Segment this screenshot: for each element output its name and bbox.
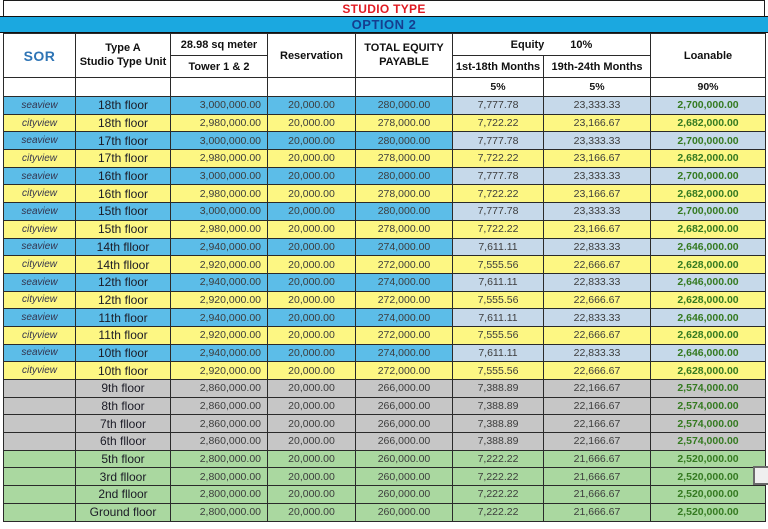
total-equity-cell[interactable]: 274,000.00	[356, 273, 453, 291]
col-header-months-1-18[interactable]: 1st-18th Months	[453, 56, 544, 78]
equity-19-24-cell[interactable]: 22,833.33	[544, 238, 651, 256]
table-row	[4, 468, 766, 486]
price-cell[interactable]: 2,860,000.00	[171, 415, 268, 433]
loanable-cell[interactable]: 2,700,000.00	[651, 203, 766, 221]
floor-cell[interactable]: 10th floor	[76, 362, 171, 380]
reservation-cell[interactable]: 20,000.00	[268, 150, 356, 168]
equity-1-18-cell[interactable]: 7,388.89	[453, 380, 544, 398]
price-cell[interactable]: 2,800,000.00	[171, 450, 268, 468]
equity-1-18-cell[interactable]: 7,611.11	[453, 273, 544, 291]
table-row	[4, 433, 766, 451]
loanable-cell[interactable]: 2,646,000.00	[651, 344, 766, 362]
price-cell[interactable]: 2,860,000.00	[171, 433, 268, 451]
equity-1-18-cell[interactable]: 7,222.22	[453, 450, 544, 468]
reservation-cell[interactable]: 20,000.00	[268, 397, 356, 415]
equity-19-24-cell[interactable]: 21,666.67	[544, 468, 651, 486]
total-equity-cell[interactable]: 266,000.00	[356, 397, 453, 415]
total-equity-cell[interactable]: 274,000.00	[356, 344, 453, 362]
table-row	[4, 326, 766, 344]
reservation-cell[interactable]: 20,000.00	[268, 97, 356, 115]
equity-1-18-cell[interactable]: 7,722.22	[453, 114, 544, 132]
sor-cell[interactable]: cityview	[4, 220, 76, 238]
price-cell[interactable]: 2,800,000.00	[171, 468, 268, 486]
equity-group-label: Equity	[510, 38, 545, 51]
price-cell[interactable]: 2,920,000.00	[171, 362, 268, 380]
equity-19-24-cell[interactable]: 22,666.67	[544, 256, 651, 274]
sor-cell[interactable]: seaview	[4, 203, 76, 221]
price-cell[interactable]: 2,920,000.00	[171, 326, 268, 344]
total-equity-cell[interactable]: 272,000.00	[356, 291, 453, 309]
equity-19-24-cell[interactable]: 23,166.67	[544, 150, 651, 168]
unit-type-line1: Type A	[105, 41, 141, 54]
loanable-cell[interactable]: 2,520,000.00	[651, 486, 766, 504]
loanable-cell[interactable]: 2,628,000.00	[651, 362, 766, 380]
floor-cell[interactable]: 7th flloor	[76, 415, 171, 433]
table-row	[4, 150, 766, 168]
total-equity-cell[interactable]: 278,000.00	[356, 114, 453, 132]
col-header-total-equity[interactable]	[356, 34, 453, 78]
sor-cell[interactable]	[4, 397, 76, 415]
price-cell[interactable]: 2,800,000.00	[171, 486, 268, 504]
percent-empty-reservation[interactable]	[268, 78, 356, 97]
sor-cell[interactable]	[4, 450, 76, 468]
total-equity-cell[interactable]: 280,000.00	[356, 203, 453, 221]
price-cell[interactable]: 2,920,000.00	[171, 256, 268, 274]
loanable-cell[interactable]: 2,520,000.00	[651, 450, 766, 468]
sor-cell[interactable]: seaview	[4, 273, 76, 291]
floor-cell[interactable]: 18th floor	[76, 97, 171, 115]
table-row	[4, 486, 766, 504]
loanable-cell[interactable]: 2,682,000.00	[651, 220, 766, 238]
floor-cell[interactable]: 18th floor	[76, 114, 171, 132]
floor-cell[interactable]: 11th floor	[76, 309, 171, 327]
equity-1-18-cell[interactable]: 7,722.22	[453, 185, 544, 203]
reservation-cell[interactable]: 20,000.00	[268, 185, 356, 203]
col-header-sor[interactable]: SOR	[4, 34, 76, 78]
table-row	[4, 238, 766, 256]
total-equity-cell[interactable]: 272,000.00	[356, 256, 453, 274]
equity-1-18-cell[interactable]: 7,777.78	[453, 97, 544, 115]
equity-19-24-cell[interactable]: 23,166.67	[544, 220, 651, 238]
table-row	[4, 380, 766, 398]
reservation-cell[interactable]: 20,000.00	[268, 380, 356, 398]
reservation-cell[interactable]: 20,000.00	[268, 238, 356, 256]
equity-1-18-cell[interactable]: 7,555.56	[453, 291, 544, 309]
col-header-sqm[interactable]: 28.98 sq meter	[171, 34, 268, 56]
total-equity-cell[interactable]: 278,000.00	[356, 150, 453, 168]
sor-cell[interactable]: cityview	[4, 362, 76, 380]
total-equity-cell[interactable]: 280,000.00	[356, 132, 453, 150]
percent-19-24[interactable]: 5%	[544, 78, 651, 97]
table-row	[4, 362, 766, 380]
table-row	[4, 220, 766, 238]
total-equity-cell[interactable]: 278,000.00	[356, 220, 453, 238]
price-cell[interactable]: 2,940,000.00	[171, 309, 268, 327]
price-cell[interactable]: 3,000,000.00	[171, 167, 268, 185]
table-row	[4, 291, 766, 309]
total-equity-cell[interactable]: 272,000.00	[356, 362, 453, 380]
loanable-cell[interactable]: 2,682,000.00	[651, 114, 766, 132]
reservation-cell[interactable]: 20,000.00	[268, 450, 356, 468]
unit-type-line2: Studio Type Unit	[79, 55, 167, 68]
price-cell[interactable]: 2,920,000.00	[171, 291, 268, 309]
price-cell[interactable]: 2,940,000.00	[171, 238, 268, 256]
total-equity-cell[interactable]: 260,000.00	[356, 503, 453, 521]
loanable-cell[interactable]: 2,700,000.00	[651, 97, 766, 115]
price-cell[interactable]: 2,940,000.00	[171, 344, 268, 362]
sor-cell[interactable]: cityview	[4, 114, 76, 132]
price-cell[interactable]: 3,000,000.00	[171, 97, 268, 115]
equity-19-24-cell[interactable]: 23,333.33	[544, 167, 651, 185]
floor-cell[interactable]: 8th floor	[76, 397, 171, 415]
loanable-cell[interactable]: 2,574,000.00	[651, 380, 766, 398]
sor-cell[interactable]: seaview	[4, 97, 76, 115]
price-cell[interactable]: 2,980,000.00	[171, 114, 268, 132]
table-row	[4, 273, 766, 291]
loanable-cell[interactable]: 2,520,000.00	[651, 503, 766, 521]
equity-19-24-cell[interactable]: 22,166.67	[544, 380, 651, 398]
col-header-unit-type[interactable]	[76, 34, 171, 78]
loanable-cell[interactable]: 2,700,000.00	[651, 132, 766, 150]
total-equity-cell[interactable]: 266,000.00	[356, 433, 453, 451]
equity-1-18-cell[interactable]: 7,722.22	[453, 150, 544, 168]
table-row	[4, 97, 766, 115]
total-equity-cell[interactable]: 266,000.00	[356, 380, 453, 398]
equity-19-24-cell[interactable]: 23,166.67	[544, 185, 651, 203]
price-cell[interactable]: 3,000,000.00	[171, 203, 268, 221]
loanable-cell[interactable]: 2,628,000.00	[651, 256, 766, 274]
price-cell[interactable]: 3,000,000.00	[171, 132, 268, 150]
reservation-cell[interactable]: 20,000.00	[268, 114, 356, 132]
equity-1-18-cell[interactable]: 7,555.56	[453, 326, 544, 344]
floor-cell[interactable]: Ground floor	[76, 503, 171, 521]
active-cell-outline[interactable]	[753, 466, 768, 485]
col-header-months-19-24[interactable]: 19th-24th Months	[544, 56, 651, 78]
table-row	[4, 256, 766, 274]
equity-1-18-cell[interactable]: 7,611.11	[453, 309, 544, 327]
equity-19-24-cell[interactable]: 21,666.67	[544, 503, 651, 521]
price-cell[interactable]: 2,980,000.00	[171, 185, 268, 203]
equity-19-24-cell[interactable]: 21,666.67	[544, 450, 651, 468]
sor-cell[interactable]: seaview	[4, 132, 76, 150]
floor-cell[interactable]: 15th floor	[76, 220, 171, 238]
loanable-cell[interactable]: 2,574,000.00	[651, 433, 766, 451]
price-cell[interactable]: 2,940,000.00	[171, 273, 268, 291]
total-equity-cell[interactable]: 272,000.00	[356, 326, 453, 344]
table-row	[4, 309, 766, 327]
percent-row	[4, 78, 766, 97]
col-header-loanable[interactable]: Loanable	[651, 34, 766, 78]
floor-cell[interactable]: 16th floor	[76, 185, 171, 203]
floor-cell[interactable]: 6th flloor	[76, 433, 171, 451]
floor-cell[interactable]: 12th floor	[76, 273, 171, 291]
price-cell[interactable]: 2,860,000.00	[171, 380, 268, 398]
equity-19-24-cell[interactable]: 23,333.33	[544, 97, 651, 115]
table-row	[4, 415, 766, 433]
equity-1-18-cell[interactable]: 7,777.78	[453, 203, 544, 221]
equity-group-percent: 10%	[570, 38, 593, 51]
equity-1-18-cell[interactable]: 7,611.11	[453, 238, 544, 256]
reservation-cell[interactable]: 20,000.00	[268, 344, 356, 362]
reservation-cell[interactable]: 20,000.00	[268, 220, 356, 238]
table-row	[4, 450, 766, 468]
reservation-cell[interactable]: 20,000.00	[268, 503, 356, 521]
equity-19-24-cell[interactable]: 22,833.33	[544, 344, 651, 362]
equity-19-24-cell[interactable]: 22,166.67	[544, 433, 651, 451]
loanable-cell[interactable]: 2,682,000.00	[651, 185, 766, 203]
floor-cell[interactable]: 12th floor	[76, 291, 171, 309]
loanable-cell[interactable]: 2,700,000.00	[651, 167, 766, 185]
col-header-equity-group[interactable]	[453, 34, 651, 56]
col-header-tower[interactable]: Tower 1 & 2	[171, 56, 268, 78]
equity-1-18-cell[interactable]: 7,222.22	[453, 468, 544, 486]
equity-1-18-cell[interactable]: 7,555.56	[453, 256, 544, 274]
sor-cell[interactable]	[4, 468, 76, 486]
equity-19-24-cell[interactable]: 21,666.67	[544, 486, 651, 504]
percent-loanable[interactable]: 90%	[651, 78, 766, 97]
total-equity-line1: TOTAL EQUITY	[364, 41, 444, 54]
floor-cell[interactable]: 5th floor	[76, 450, 171, 468]
reservation-cell[interactable]: 20,000.00	[268, 326, 356, 344]
equity-19-24-cell[interactable]: 22,166.67	[544, 397, 651, 415]
equity-19-24-cell[interactable]: 22,666.67	[544, 362, 651, 380]
sheet-title: STUDIO TYPE	[3, 0, 765, 16]
floor-cell[interactable]: 16th floor	[76, 167, 171, 185]
sor-cell[interactable]: cityview	[4, 185, 76, 203]
equity-1-18-cell[interactable]: 7,222.22	[453, 486, 544, 504]
equity-19-24-cell[interactable]: 22,833.33	[544, 273, 651, 291]
total-equity-cell[interactable]: 280,000.00	[356, 167, 453, 185]
loanable-cell[interactable]: 2,646,000.00	[651, 238, 766, 256]
equity-19-24-cell[interactable]: 22,666.67	[544, 291, 651, 309]
equity-1-18-cell[interactable]: 7,555.56	[453, 362, 544, 380]
sor-cell[interactable]	[4, 486, 76, 504]
sor-cell[interactable]	[4, 380, 76, 398]
loanable-cell[interactable]: 2,646,000.00	[651, 309, 766, 327]
table-row	[4, 203, 766, 221]
equity-19-24-cell[interactable]: 22,166.67	[544, 415, 651, 433]
floor-cell[interactable]: 17th floor	[76, 132, 171, 150]
percent-empty-price[interactable]	[171, 78, 268, 97]
reservation-cell[interactable]: 20,000.00	[268, 167, 356, 185]
sor-cell[interactable]: cityview	[4, 326, 76, 344]
floor-cell[interactable]: 17th floor	[76, 150, 171, 168]
loanable-cell[interactable]: 2,574,000.00	[651, 397, 766, 415]
equity-19-24-cell[interactable]: 22,833.33	[544, 309, 651, 327]
table-row	[4, 397, 766, 415]
equity-19-24-cell[interactable]: 23,333.33	[544, 132, 651, 150]
equity-19-24-cell[interactable]: 23,166.67	[544, 114, 651, 132]
loanable-cell[interactable]: 2,682,000.00	[651, 150, 766, 168]
loanable-cell[interactable]: 2,628,000.00	[651, 326, 766, 344]
total-equity-cell[interactable]: 280,000.00	[356, 97, 453, 115]
reservation-cell[interactable]: 20,000.00	[268, 433, 356, 451]
option-banner: OPTION 2	[0, 16, 768, 33]
reservation-cell[interactable]: 20,000.00	[268, 132, 356, 150]
floor-cell[interactable]: 15th floor	[76, 203, 171, 221]
col-header-reservation[interactable]: Reservation	[268, 34, 356, 78]
equity-1-18-cell[interactable]: 7,777.78	[453, 167, 544, 185]
reservation-cell[interactable]: 20,000.00	[268, 362, 356, 380]
loanable-cell[interactable]: 2,646,000.00	[651, 273, 766, 291]
total-equity-line2: PAYABLE	[379, 55, 429, 68]
percent-1-18[interactable]: 5%	[453, 78, 544, 97]
sor-cell[interactable]: seaview	[4, 167, 76, 185]
sor-cell[interactable]	[4, 433, 76, 451]
loanable-cell[interactable]: 2,574,000.00	[651, 415, 766, 433]
floor-cell[interactable]: 10th floor	[76, 344, 171, 362]
sor-cell[interactable]	[4, 503, 76, 521]
equity-1-18-cell[interactable]: 7,388.89	[453, 397, 544, 415]
total-equity-cell[interactable]: 278,000.00	[356, 185, 453, 203]
sor-cell[interactable]	[4, 415, 76, 433]
reservation-cell[interactable]: 20,000.00	[268, 273, 356, 291]
sor-cell[interactable]: cityview	[4, 150, 76, 168]
reservation-cell[interactable]: 20,000.00	[268, 291, 356, 309]
table-body	[4, 97, 766, 522]
floor-cell[interactable]: 11th floor	[76, 326, 171, 344]
reservation-cell[interactable]: 20,000.00	[268, 203, 356, 221]
reservation-cell[interactable]: 20,000.00	[268, 486, 356, 504]
equity-19-24-cell[interactable]: 23,333.33	[544, 203, 651, 221]
reservation-cell[interactable]: 20,000.00	[268, 415, 356, 433]
table-row	[4, 132, 766, 150]
price-cell[interactable]: 2,980,000.00	[171, 220, 268, 238]
table-row	[4, 114, 766, 132]
equity-1-18-cell[interactable]: 7,388.89	[453, 433, 544, 451]
floor-cell[interactable]: 14th flloor	[76, 256, 171, 274]
equity-1-18-cell[interactable]: 7,722.22	[453, 220, 544, 238]
total-equity-cell[interactable]: 260,000.00	[356, 450, 453, 468]
floor-cell[interactable]: 2nd flloor	[76, 486, 171, 504]
equity-19-24-cell[interactable]: 22,666.67	[544, 326, 651, 344]
floor-cell[interactable]: 14th flloor	[76, 238, 171, 256]
reservation-cell[interactable]: 20,000.00	[268, 468, 356, 486]
table-row	[4, 185, 766, 203]
sor-cell[interactable]: seaview	[4, 309, 76, 327]
pricing-table	[3, 33, 766, 522]
percent-empty-total-equity[interactable]	[356, 78, 453, 97]
table-row	[4, 167, 766, 185]
floor-cell[interactable]: 9th floor	[76, 380, 171, 398]
loanable-cell[interactable]: 2,520,000.00	[651, 468, 766, 486]
equity-1-18-cell[interactable]: 7,222.22	[453, 503, 544, 521]
total-equity-cell[interactable]: 274,000.00	[356, 309, 453, 327]
total-equity-cell[interactable]: 266,000.00	[356, 415, 453, 433]
sor-cell[interactable]: cityview	[4, 256, 76, 274]
price-cell[interactable]: 2,860,000.00	[171, 397, 268, 415]
price-cell[interactable]: 2,980,000.00	[171, 150, 268, 168]
table-row	[4, 503, 766, 521]
equity-1-18-cell[interactable]: 7,777.78	[453, 132, 544, 150]
header-row-1	[4, 34, 766, 56]
sor-cell[interactable]: cityview	[4, 291, 76, 309]
total-equity-cell[interactable]: 260,000.00	[356, 468, 453, 486]
total-equity-cell[interactable]: 260,000.00	[356, 486, 453, 504]
loanable-cell[interactable]: 2,628,000.00	[651, 291, 766, 309]
percent-empty-sor[interactable]	[4, 78, 76, 97]
reservation-cell[interactable]: 20,000.00	[268, 309, 356, 327]
price-cell[interactable]: 2,800,000.00	[171, 503, 268, 521]
floor-cell[interactable]: 3rd flloor	[76, 468, 171, 486]
sor-cell[interactable]: seaview	[4, 344, 76, 362]
sor-cell[interactable]: seaview	[4, 238, 76, 256]
total-equity-cell[interactable]: 274,000.00	[356, 238, 453, 256]
equity-1-18-cell[interactable]: 7,388.89	[453, 415, 544, 433]
table-row	[4, 344, 766, 362]
percent-empty-unit[interactable]	[76, 78, 171, 97]
reservation-cell[interactable]: 20,000.00	[268, 256, 356, 274]
equity-1-18-cell[interactable]: 7,611.11	[453, 344, 544, 362]
